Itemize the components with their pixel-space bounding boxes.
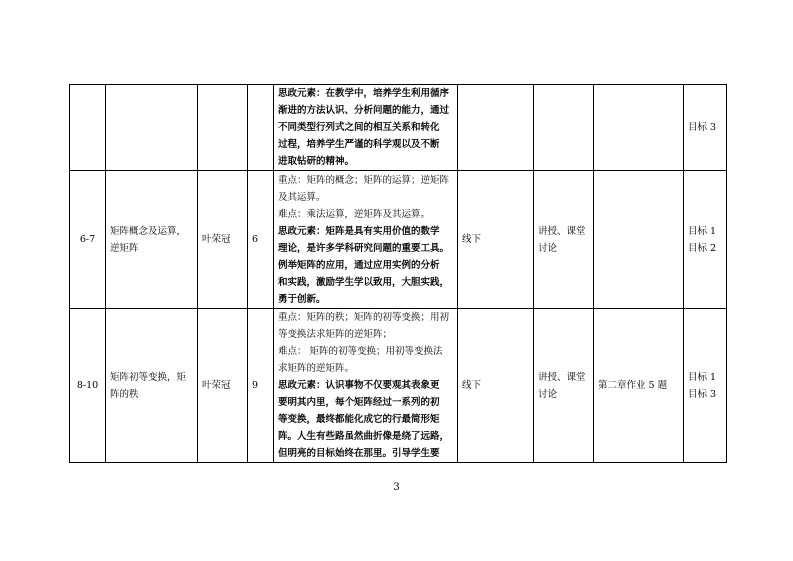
content-line: 阵。人生有些路虽然曲折像是绕了远路， <box>278 431 450 442</box>
topic-cell: 矩阵初等变换，矩阵的秩 <box>106 309 198 463</box>
goal-label: 目标 3 <box>688 388 717 400</box>
teacher-cell: 叶荣冠 <box>198 171 248 309</box>
method-cell: 讲授、课堂讨论 <box>534 309 594 463</box>
table-row <box>70 85 727 171</box>
method-cell: 讲授、课堂讨论 <box>534 171 594 309</box>
hours-cell: 9 <box>248 309 274 463</box>
content-line: 难点：乘法运算，逆矩阵及其运算。 <box>278 208 431 220</box>
content-line: 重点：矩阵的概念；矩阵的运算；逆矩阵 <box>278 174 450 186</box>
content-line: 不同类型行列式之间的相互关系和转化 <box>278 122 440 133</box>
teacher-cell: 叶荣冠 <box>198 309 248 463</box>
content-line: 求矩阵的逆矩阵。 <box>278 363 355 374</box>
table-row <box>70 309 727 463</box>
topic-cell: 矩阵概念及运算，逆矩阵 <box>106 171 198 309</box>
week-cell <box>70 85 106 171</box>
goal-label: 目标 3 <box>688 122 717 133</box>
content-cell <box>274 85 458 171</box>
content-line: 等变换法求矩阵的逆矩阵； <box>278 329 393 340</box>
homework-cell <box>594 171 684 309</box>
mode-cell: 线下 <box>458 309 534 463</box>
homework-cell: 第二章作业 5 题 <box>594 309 684 463</box>
goal-cell <box>684 171 727 309</box>
homework-cell <box>594 85 684 171</box>
content-line: 进取钻研的精神。 <box>278 156 355 167</box>
content-line: 难点： 矩阵的初等变换；用初等变换法 <box>278 346 443 357</box>
mode-cell: 线下 <box>458 171 534 309</box>
hours-cell <box>248 85 274 171</box>
content-line: 过程，培养学生严谨的科学观以及不断 <box>278 139 440 150</box>
content-cell <box>274 309 458 463</box>
method-cell <box>534 85 594 171</box>
content-line: 和实践，激励学生学以致用，大胆实践， <box>278 276 450 288</box>
content-line: 渐进的方法认识、分析问题的能力，通过 <box>278 105 450 116</box>
hours-cell: 6 <box>248 171 274 309</box>
content-line: 思政元素：在教学中，培养学生利用循序 <box>278 88 450 99</box>
content-cell <box>274 171 458 309</box>
teacher-cell <box>198 85 248 171</box>
goal-label: 目标 1 <box>688 225 717 237</box>
content-line: 思政元素：认识事物不仅要观其表象更 <box>278 380 440 391</box>
page-number: 3 <box>393 482 400 493</box>
content-line: 但明亮的目标始终在那里。引导学生要 <box>278 448 440 459</box>
content-line: 例举矩阵的应用，通过应用实例的分析 <box>278 259 440 271</box>
mode-cell <box>458 85 534 171</box>
content-line: 要明其内里，每个矩阵经过一系列的初 <box>278 397 440 408</box>
week-cell: 8-10 <box>70 309 106 463</box>
table-row <box>70 171 727 309</box>
goal-cell <box>684 85 727 171</box>
content-line: 思政元素：矩阵是具有实用价值的数学 <box>278 225 440 237</box>
goal-label: 目标 1 <box>688 371 717 383</box>
content-line: 等变换，最终都能化成它的行最简形矩 <box>278 414 440 425</box>
goal-label: 目标 2 <box>688 242 717 254</box>
course-schedule-table <box>69 84 727 463</box>
goal-cell <box>684 309 727 463</box>
content-line: 勇于创新。 <box>278 293 326 305</box>
week-cell: 6-7 <box>70 171 106 309</box>
content-line: 重点：矩阵的秩；矩阵的初等变换；用初 <box>278 312 450 323</box>
content-line: 理论，是许多学科研究问题的重要工具。 <box>278 242 450 254</box>
topic-cell <box>106 85 198 171</box>
content-line: 及其运算。 <box>278 191 326 203</box>
